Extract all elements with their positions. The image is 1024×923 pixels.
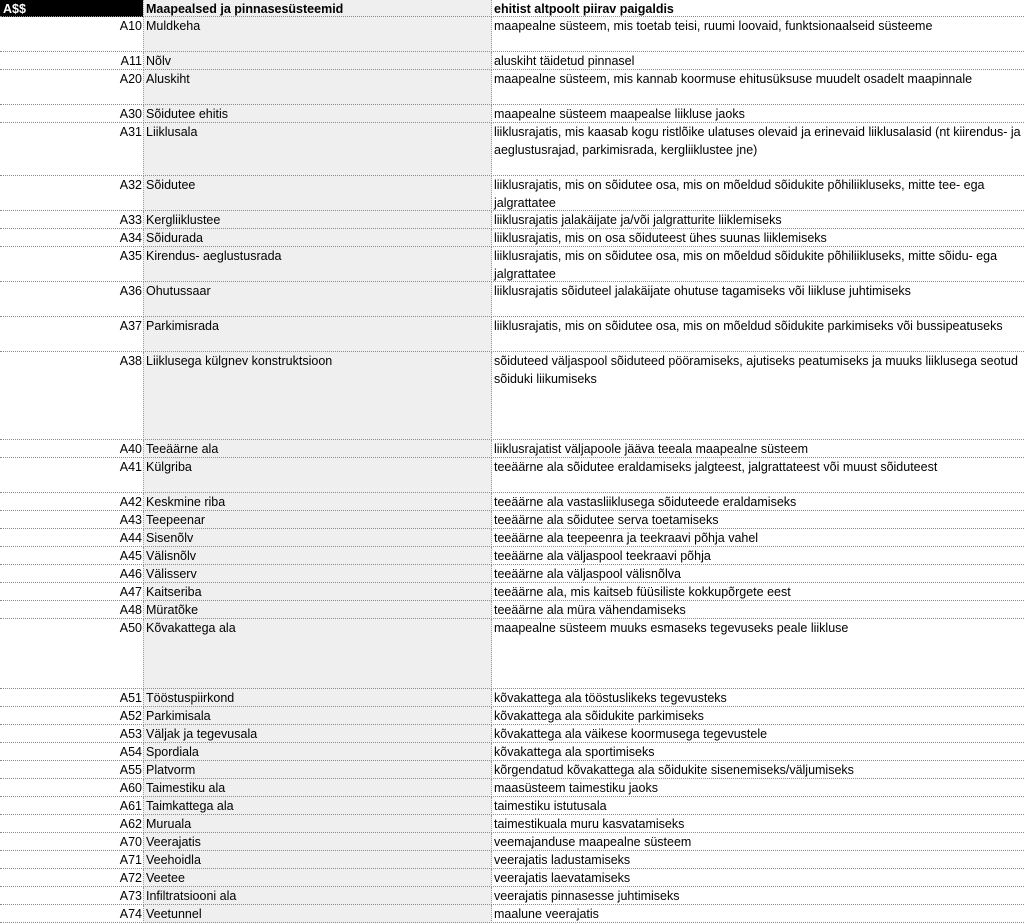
cell-name[interactable]: Tööstuspiirkond (143, 689, 492, 707)
cell-description[interactable]: maapealne süsteem maapealse liikluse jaoks (494, 107, 745, 121)
cell-name[interactable]: Taimkattega ala (143, 797, 492, 815)
cell-name[interactable]: Veetunnel (143, 905, 492, 923)
cell-code[interactable]: A62 (119, 817, 142, 831)
cell-code[interactable]: A55 (119, 763, 142, 777)
cell-description[interactable]: kõrgendatud kõvakattega ala sõidukite sisenemiseks/väljumiseks (494, 763, 854, 777)
table-row (0, 211, 1024, 229)
cell-code[interactable]: A41 (119, 460, 142, 474)
header-code[interactable]: A$$ (0, 0, 143, 17)
cell-name[interactable]: Liiklusala (143, 123, 492, 176)
table-row (0, 52, 1024, 70)
cell-description[interactable]: veerajatis ladustamiseks (494, 853, 631, 867)
table-row (0, 689, 1024, 707)
cell-name[interactable]: Ohutussaar (143, 282, 492, 317)
table-row (0, 17, 1024, 52)
cell-description[interactable]: teeäärne ala teepeenra ja teekraavi põhja vahel (494, 531, 759, 545)
cell-description[interactable]: taimestikuala muru kasvatamiseks (494, 817, 685, 831)
cell-name[interactable]: Infiltratsiooni ala (143, 887, 492, 905)
cell-code[interactable]: A30 (119, 107, 142, 121)
table-row (0, 458, 1024, 493)
cell-code[interactable]: A54 (119, 745, 142, 759)
cell-description[interactable]: teeäärne ala sõidutee eraldamiseks jalgteest, jalgrattateest või muust sõiduteest (494, 460, 938, 474)
table-row (0, 493, 1024, 511)
cell-name[interactable]: Sõidurada (143, 229, 492, 247)
cell-description[interactable]: maapealne süsteem, mis kannab koormuse ehitusüksuse muudelt osadelt maapinnale (494, 72, 973, 86)
header-description[interactable]: ehitist altpoolt piirav paigaldis (492, 0, 1024, 17)
table-row (0, 352, 1024, 440)
cell-name[interactable]: Parkimisrada (143, 317, 492, 352)
cell-description[interactable]: veerajatis pinnasesse juhtimiseks (494, 889, 680, 903)
table-row (0, 815, 1024, 833)
cell-name[interactable]: Välisserv (143, 565, 492, 583)
cell-code[interactable]: A34 (119, 231, 142, 245)
table-row (0, 440, 1024, 458)
cell-code[interactable]: A73 (119, 889, 142, 903)
cell-name[interactable]: Liiklusega külgnev konstruktsioon (143, 352, 492, 440)
table-row (0, 282, 1024, 317)
cell-name[interactable]: Spordiala (143, 743, 492, 761)
cell-name[interactable]: Kergliiklustee (143, 211, 492, 229)
cell-name[interactable]: Müratõke (143, 601, 492, 619)
cell-code[interactable]: A61 (119, 799, 142, 813)
cell-code[interactable]: A43 (119, 513, 142, 527)
cell-description[interactable]: kõvakattega ala sportimiseks (494, 745, 655, 759)
cell-code[interactable]: A50 (119, 621, 142, 635)
table-row (0, 851, 1024, 869)
cell-description[interactable]: liiklusrajatis sõiduteel jalakäijate ohutuse tagamiseks või liikluse juhtimiseks (494, 284, 911, 298)
cell-code[interactable]: A47 (119, 585, 142, 599)
cell-code[interactable]: A44 (119, 531, 142, 545)
cell-description[interactable]: liiklusrajatis, mis on sõidutee osa, mis on mõeldud sõidukite põhiliikluseks, mitte sõidu- ega jalgrattatee (494, 249, 998, 281)
table-row (0, 105, 1024, 123)
cell-code[interactable]: A46 (119, 567, 142, 581)
header-name[interactable]: Maapealsed ja pinnasesüsteemid (143, 0, 492, 17)
cell-code[interactable]: A38 (119, 354, 142, 368)
cell-description[interactable]: teeäärne ala vastasliiklusega sõiduteede eraldamiseks (494, 495, 797, 509)
cell-name[interactable]: Teepeenar (143, 511, 492, 529)
table-row (0, 229, 1024, 247)
cell-description[interactable]: maapealne süsteem, mis toetab teisi, ruumi loovaid, funktsionaalseid süsteeme (494, 19, 933, 33)
cell-description[interactable]: liiklusrajatis, mis on sõidutee osa, mis on mõeldud sõidukite parkimiseks või bussipeatuseks (494, 319, 1003, 333)
cell-name[interactable]: Sisenõlv (143, 529, 492, 547)
cell-code[interactable]: A35 (119, 249, 142, 263)
cell-code[interactable]: A20 (119, 72, 142, 86)
table-row (0, 247, 1024, 282)
table-row (0, 869, 1024, 887)
cell-code[interactable]: A32 (119, 178, 142, 192)
table-row (0, 176, 1024, 211)
table-row (0, 547, 1024, 565)
cell-code[interactable]: A74 (119, 907, 142, 921)
cell-description[interactable]: teeäärne ala väljaspool teekraavi põhja (494, 549, 711, 563)
cell-name[interactable]: Taimestiku ala (143, 779, 492, 797)
table-row (0, 601, 1024, 619)
cell-description[interactable]: teeäärne ala sõidutee serva toetamiseks (494, 513, 719, 527)
header-row (0, 0, 1024, 17)
table-row (0, 761, 1024, 779)
table-row (0, 833, 1024, 851)
cell-description[interactable]: maasüsteem taimestiku jaoks (494, 781, 658, 795)
cell-code[interactable]: A70 (119, 835, 142, 849)
cell-description[interactable]: aluskiht täidetud pinnasel (494, 54, 635, 68)
cell-description[interactable]: veerajatis laevatamiseks (494, 871, 631, 885)
cell-name[interactable]: Kõvakattega ala (143, 619, 492, 689)
cell-code[interactable]: A33 (119, 213, 142, 227)
cell-name[interactable]: Platvorm (143, 761, 492, 779)
table-row (0, 707, 1024, 725)
cell-description[interactable]: teeäärne ala müra vähendamiseks (494, 603, 686, 617)
cell-description[interactable]: kõvakattega ala väikese koormusega tegevustele (494, 727, 768, 741)
cell-code[interactable]: A40 (119, 442, 142, 456)
cell-code[interactable]: A37 (119, 319, 142, 333)
cell-code[interactable]: A71 (119, 853, 142, 867)
cell-name[interactable]: Nõlv (143, 52, 492, 70)
cell-code[interactable]: A51 (119, 691, 142, 705)
table-row (0, 511, 1024, 529)
table-row (0, 797, 1024, 815)
cell-description[interactable]: veemajanduse maapealne süsteem (494, 835, 692, 849)
cell-name[interactable]: Sõidutee (143, 176, 492, 211)
cell-code[interactable]: A72 (119, 871, 142, 885)
table-row (0, 583, 1024, 601)
table-row (0, 779, 1024, 797)
cell-name[interactable]: Sõidutee ehitis (143, 105, 492, 123)
cell-name[interactable]: Väljak ja tegevusala (143, 725, 492, 743)
table-row (0, 619, 1024, 689)
table-row (0, 317, 1024, 352)
cell-name[interactable]: Muruala (143, 815, 492, 833)
cell-code[interactable]: A60 (119, 781, 142, 795)
cell-description[interactable]: teeäärne ala, mis kaitseb füüsiliste kokkupõrgete eest (494, 585, 791, 599)
cell-name[interactable]: Keskmine riba (143, 493, 492, 511)
table-row (0, 123, 1024, 176)
table-row (0, 887, 1024, 905)
cell-description[interactable]: kõvakattega ala sõidukite parkimiseks (494, 709, 704, 723)
cell-code[interactable]: A52 (119, 709, 142, 723)
cell-description[interactable]: teeäärne ala väljaspool välisnõlva (494, 567, 681, 581)
cell-name[interactable]: Veehoidla (143, 851, 492, 869)
cell-name[interactable]: Muldkeha (143, 17, 492, 52)
cell-description[interactable]: maalune veerajatis (494, 907, 599, 921)
cell-description[interactable]: kõvakattega ala tööstuslikeks tegevusteks (494, 691, 727, 705)
cell-code[interactable]: A36 (119, 284, 142, 298)
cell-description[interactable]: liiklusrajatis, mis on osa sõiduteest ühes suunas liiklemiseks (494, 231, 827, 245)
table-row (0, 725, 1024, 743)
cell-description[interactable]: liiklusrajatis, mis kaasab kogu ristlõike ulatuses olevaid ja erinevaid liiklusalasid (nt kiirendus- ja aeglustusrajad, parkimisrada, kergliiklustee jne) (494, 125, 1021, 157)
table-row (0, 905, 1024, 923)
cell-name[interactable]: Kaitseriba (143, 583, 492, 601)
cell-description[interactable]: taimestiku istutusala (494, 799, 607, 813)
table-row (0, 743, 1024, 761)
cell-name[interactable]: Parkimisala (143, 707, 492, 725)
cell-description[interactable]: maapealne süsteem muuks esmaseks tegevuseks peale liikluse (494, 621, 849, 635)
cell-description[interactable]: liiklusrajatist väljapoole jääva teeala maapealne süsteem (494, 442, 809, 456)
cell-code[interactable]: A48 (119, 603, 142, 617)
cell-description[interactable]: sõiduteed väljaspool sõiduteed pööramiseks, ajutiseks peatumiseks ja muuks liiklusega seotud sõiduki liikumiseks (494, 354, 1018, 386)
cell-code[interactable]: A42 (119, 495, 142, 509)
cell-code[interactable]: A10 (119, 19, 142, 33)
table-row (0, 565, 1024, 583)
cell-name[interactable]: Külgriba (143, 458, 492, 493)
cell-code[interactable]: A11 (120, 54, 142, 68)
cell-name[interactable]: Aluskiht (143, 70, 492, 105)
cell-code[interactable]: A45 (119, 549, 142, 563)
cell-code[interactable]: A53 (119, 727, 142, 741)
cell-description[interactable]: liiklusrajatis jalakäijate ja/või jalgratturite liiklemiseks (494, 213, 782, 227)
table-row (0, 70, 1024, 105)
cell-name[interactable]: Teeäärne ala (143, 440, 492, 458)
cell-code[interactable]: A31 (119, 125, 142, 139)
table-row (0, 529, 1024, 547)
cell-description[interactable]: liiklusrajatis, mis on sõidutee osa, mis on mõeldud sõidukite põhiliikluseks, mitte tee- ega jalgrattatee (494, 178, 985, 210)
cell-name[interactable]: Veetee (143, 869, 492, 887)
cell-name[interactable]: Välisnõlv (143, 547, 492, 565)
cell-name[interactable]: Veerajatis (143, 833, 492, 851)
cell-name[interactable]: Kirendus- aeglustusrada (143, 247, 492, 282)
